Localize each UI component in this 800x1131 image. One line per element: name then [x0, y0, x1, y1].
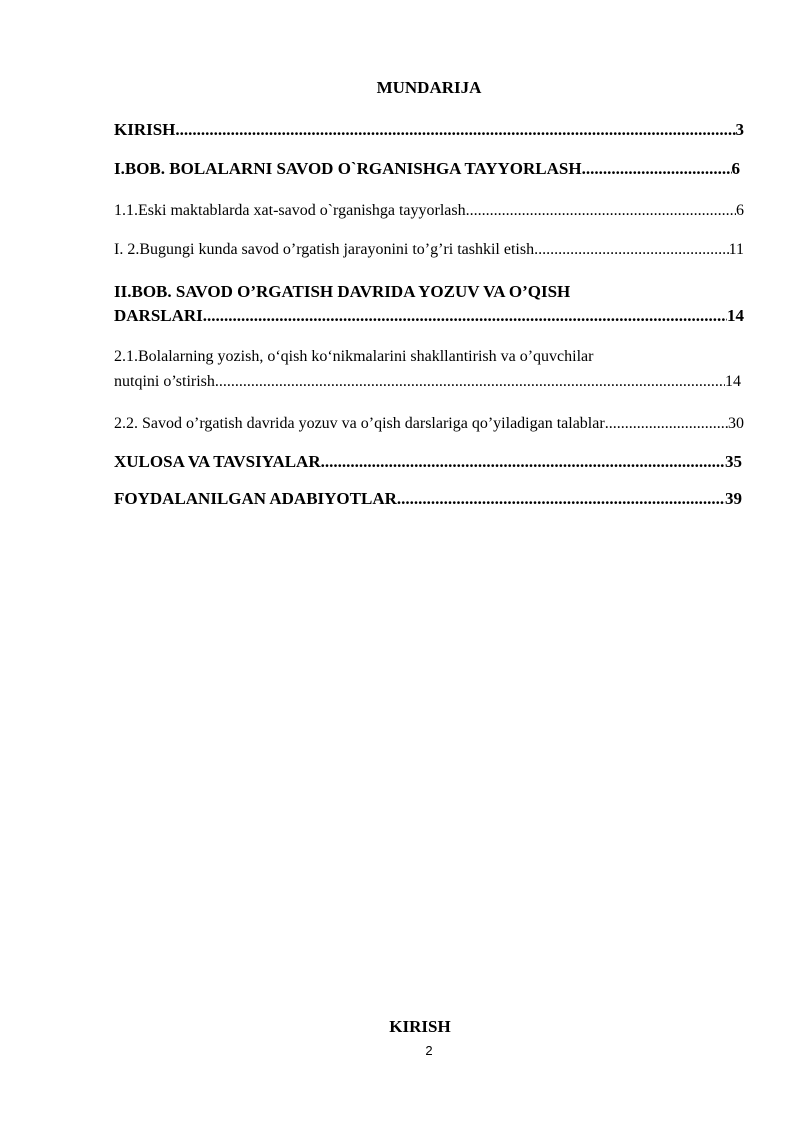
toc-entry-label: 2.2. Savod o’rgatish davrida yozuv va o’qish darslariga qo’yiladigan talablar — [114, 415, 605, 432]
toc-leader-dots — [321, 452, 725, 472]
toc-entry-label: I.BOB. BOLALARNI SAVOD O`RGANISHGA TAYYORLASH — [114, 159, 582, 178]
toc-entry-section-2-1-line1: 2.1.Bolalarning yozish, o‘qish ko‘nikmalarini shakllantirish va o’quvchilar — [114, 348, 594, 365]
toc-entry-bob1[interactable] — [114, 159, 740, 179]
toc-entry-section-1-2[interactable] — [114, 240, 744, 260]
toc-leader-dots — [175, 120, 735, 140]
toc-entry-section-1-1[interactable] — [114, 201, 744, 221]
next-section-heading: KIRISH — [389, 1017, 451, 1036]
toc-entry-kirish[interactable] — [114, 120, 744, 140]
toc-title: MUNDARIJA — [376, 78, 482, 97]
toc-entry-xulosa[interactable] — [114, 452, 742, 472]
toc-entry-label: I. 2.Bugungi kunda savod o’rgatish jarayonini to’g’ri tashkil etish — [114, 241, 535, 258]
toc-leader-dots — [397, 489, 725, 509]
toc-entry-bob2-line1: II.BOB. SAVOD O’RGATISH DAVRIDA YOZUV VA O’QISH — [114, 282, 571, 301]
toc-page-number: 11 — [728, 241, 744, 258]
toc-leader-dots — [534, 240, 729, 260]
toc-entry-label: DARSLARI — [114, 306, 203, 325]
toc-entry-label: 1.1.Eski maktablarda xat-savod o`rganishga tayyorlash — [114, 202, 466, 219]
toc-leader-dots — [466, 201, 736, 221]
toc-entry-bob2[interactable] — [114, 306, 744, 326]
toc-entry-section-2-1[interactable] — [114, 372, 741, 392]
toc-entry-section-2-2[interactable] — [114, 414, 744, 434]
page-number: 2 — [425, 1043, 433, 1058]
toc-page-number: 35 — [725, 452, 742, 471]
toc-leader-dots — [203, 306, 727, 326]
toc-leader-dots — [605, 414, 728, 434]
toc-page-number: 14 — [725, 373, 741, 390]
toc-entry-label: XULOSA VA TAVSIYALAR — [114, 452, 321, 471]
toc-entry-label: FOYDALANILGAN ADABIYOTLAR — [114, 489, 397, 508]
toc-page-number: 39 — [725, 489, 742, 508]
toc-leader-dots — [582, 159, 732, 179]
toc-page-number: 6 — [736, 202, 744, 219]
toc-page-number: 30 — [728, 415, 744, 432]
toc-leader-dots — [215, 372, 725, 392]
toc-page-number: 14 — [727, 306, 744, 325]
toc-entry-label: KIRISH — [114, 120, 176, 139]
toc-entry-label: nutqini o’stirish — [114, 373, 215, 390]
toc-entry-adabiyotlar[interactable] — [114, 489, 742, 509]
toc-page-number: 6 — [731, 159, 740, 178]
toc-page-number: 3 — [735, 120, 744, 139]
